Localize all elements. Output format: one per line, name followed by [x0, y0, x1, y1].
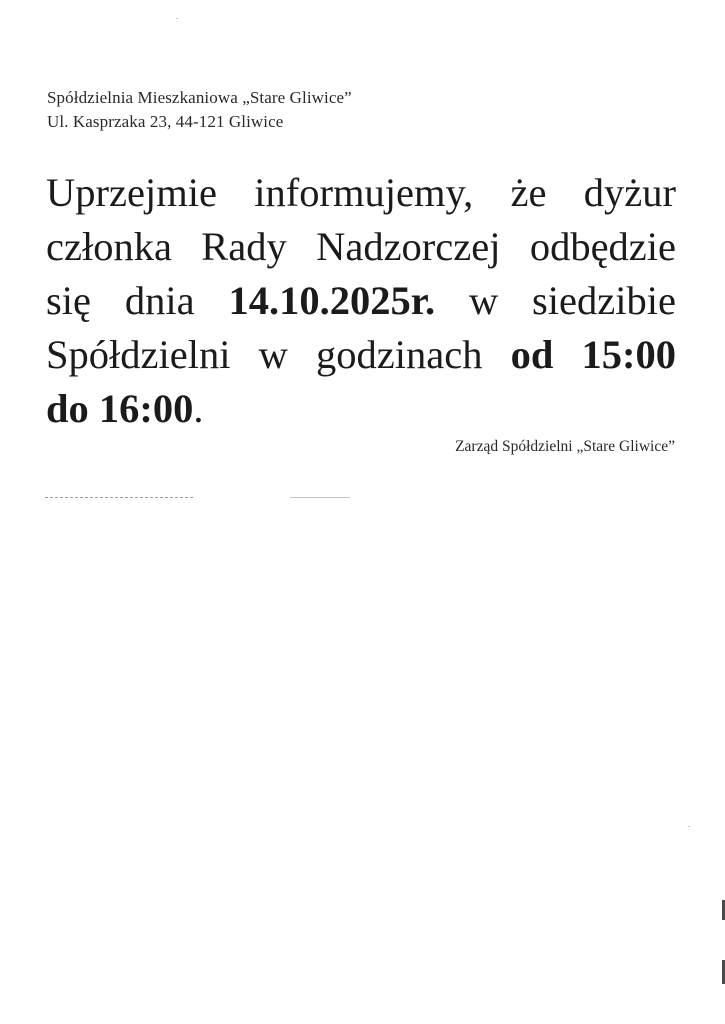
- notice-hours-prefix: Spółdzielni w godzinach: [46, 332, 511, 377]
- notice-time-from: od 15:00: [510, 332, 676, 377]
- scan-artifact: [688, 826, 690, 827]
- notice-location: w siedzibie: [435, 278, 676, 323]
- divider-line: [45, 497, 193, 498]
- notice-line-3: [46, 274, 676, 328]
- letterhead-address: Ul. Kasprzaka 23, 44-121 Gliwice: [47, 112, 284, 131]
- notice-line-5: [46, 382, 676, 436]
- notice-line-4: [46, 328, 676, 382]
- notice-body: [46, 166, 676, 436]
- signature: Zarząd Spółdzielni „Stare Gliwice”: [455, 438, 675, 455]
- notice-line-1: Uprzejmie informujemy, że dyżur: [46, 170, 676, 215]
- scan-artifact: [176, 18, 178, 19]
- notice-time-to: do 16:00: [46, 386, 194, 431]
- letterhead-organization: Spółdzielnia Mieszkaniowa „Stare Gliwice”: [47, 88, 352, 107]
- notice-line-2: członka Rady Nadzorczej odbędzie: [46, 224, 676, 269]
- notice-period: .: [193, 386, 204, 431]
- notice-date-prefix: się dnia: [46, 278, 229, 323]
- scan-artifact: [290, 497, 350, 498]
- notice-date: 14.10.2025r.: [228, 278, 436, 323]
- letterhead: [47, 86, 352, 134]
